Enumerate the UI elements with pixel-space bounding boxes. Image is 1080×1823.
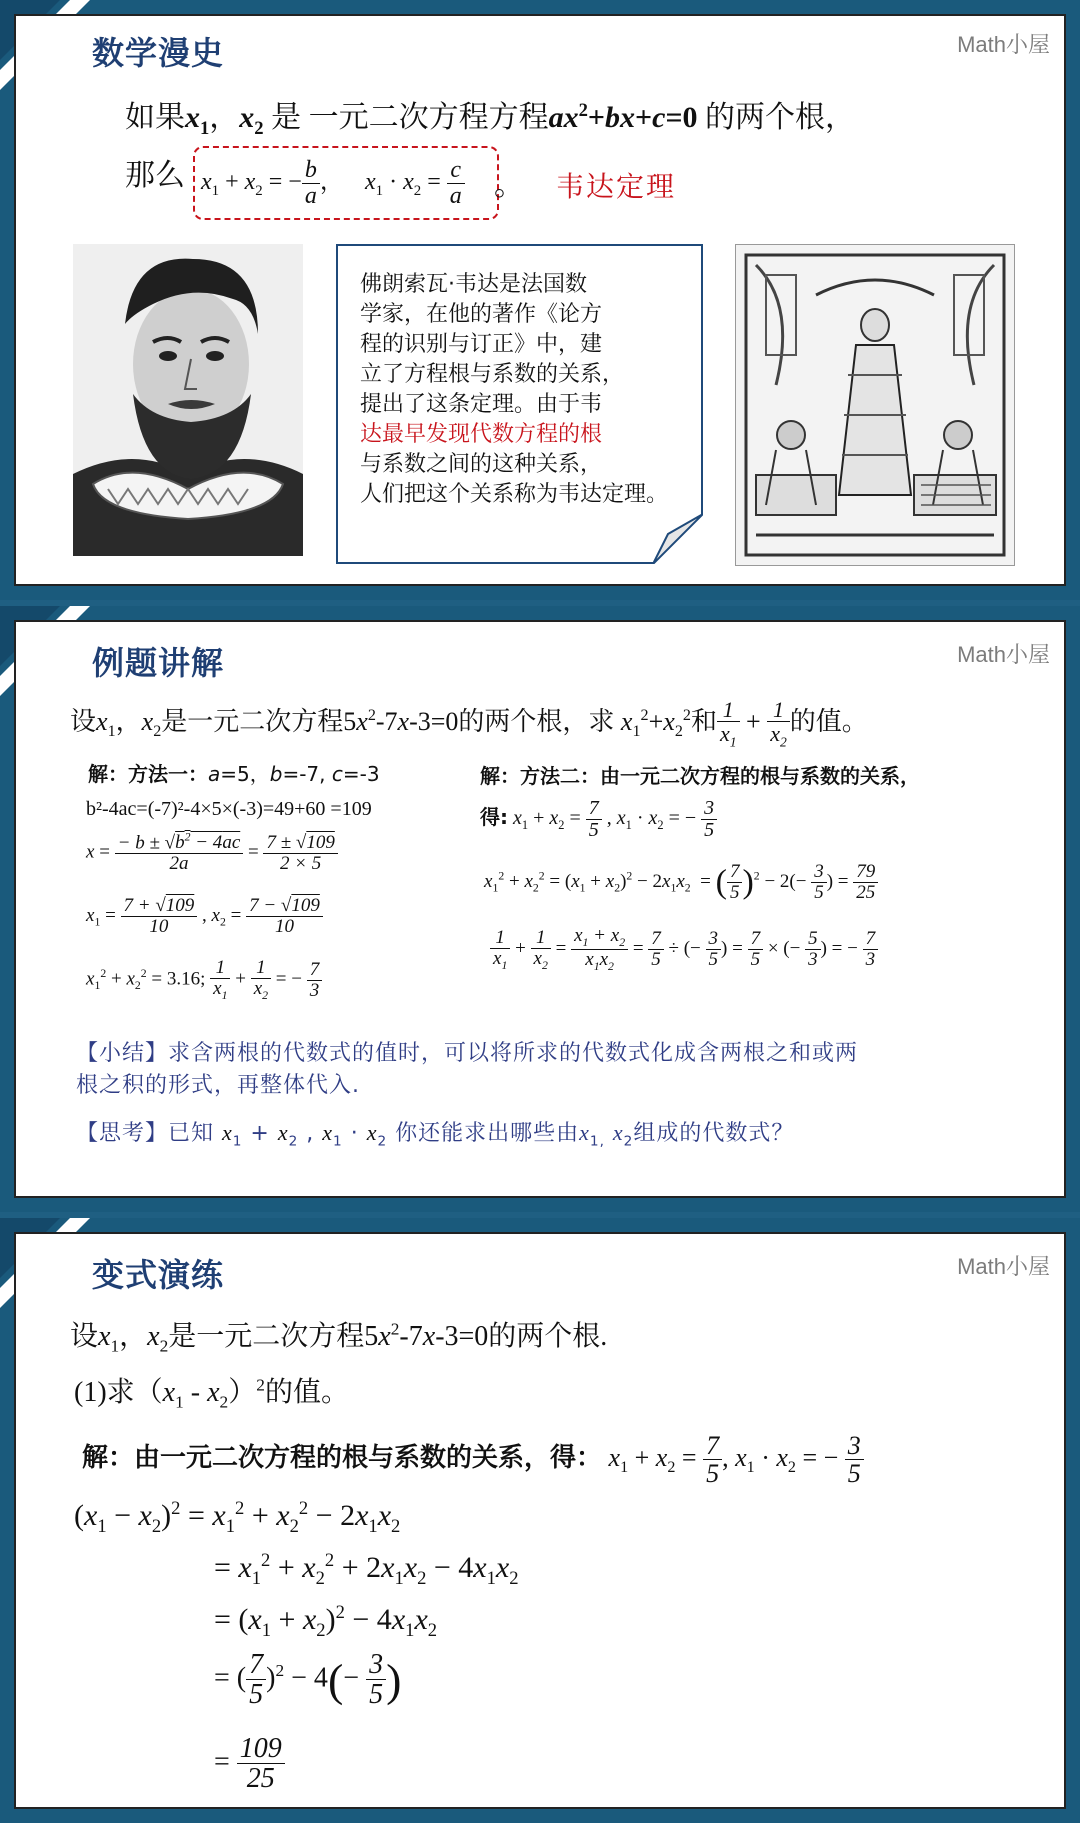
- bio-line: 佛朗索瓦·韦达是法国数: [360, 272, 587, 297]
- step-4: = ( $\frac{7}{5}$ )$^2$ − 4(− $\frac{3}{5}$ ): [214, 1649, 402, 1711]
- practice-question: (1)求$(x_1 - x_2)^2$的值。: [74, 1375, 349, 1412]
- bio-line: 程的识别与订正》中，建: [360, 332, 603, 357]
- think-prompt: 【思考】已知 $x_1 + x_2$ , $x_1 \cdot x_2$ 你还能求出哪些由$x_{1,}$ $x_2$组成的代数式？: [76, 1120, 795, 1150]
- method2-reciprocal-sum: $\frac{1}{x_1}$ + $\frac{1}{x_2}$ = $\frac{x_1 + x_2}{x_1x_2}$ = $\frac{7}{5}$ ÷ (− $\frac{3}{5}$ ) = $\frac{7}{5}$ × (− $\frac{5}{3}$ ) = − $\frac{7}{3}$: [490, 926, 878, 973]
- bio-line: 学家，在他的著作《论方: [360, 302, 603, 327]
- vieta-end: 。: [494, 169, 524, 202]
- method1-result: $x_1^2 + x_2^2 = 3.16$; $\frac{1}{x_1}$ + $\frac{1}{x_2}$ = − $\frac{7}{3}$: [86, 958, 322, 1002]
- practice-solution-intro: 解：由一元二次方程的根与系数的关系，得： $x_1 + x_2$ = $\frac{7}{5}$ , $x_1 \cdot x_2$ = − $\frac{3}{5}$: [82, 1432, 864, 1488]
- bio-card: [336, 244, 703, 564]
- method1-discriminant: b²-4ac=(-7)²-4×5×(-3)=49+60 =109: [86, 798, 372, 820]
- step-1: $(x_1 - x_2)^2 = x_1^2 + x_2^2 - 2x_1x_2$: [74, 1498, 401, 1537]
- arithmetica-woodcut: [735, 244, 1015, 566]
- slide-history: [0, 0, 1080, 600]
- solution-prefix: 解：由一元二次方程的根与系数的关系，得：: [82, 1442, 603, 1473]
- method2-title: 解：方法二：由一元二次方程的根与系数的关系，: [480, 764, 920, 788]
- summary-line-1: 【小结】求含两根的代数式的值时，可以将所求的代数式化成含两根之和或两: [76, 1041, 859, 1066]
- vieta-formula-box: [193, 146, 499, 220]
- vieta-portrait: [73, 244, 303, 556]
- method2-sum-of-squares: $x_1^2 + x_2^2 = (x_1 + x_2)^2 - 2x_1x_2$ = ( $\frac{7}{5}$ )$^2$ − 2(− $\frac{3}{5}$ ) = $\frac{79}{25}$: [484, 862, 878, 903]
- example-question: 设$x_1$，$x_2$是一元二次方程$5x^2-7x-3=0$的两个根，求 $x_1^2+x_2^2$和 $\frac{1}{x_1}$ + $\frac{1}{x_2}$ 的值。: [70, 697, 868, 750]
- method1-roots: $x_1$ = $\frac{7 + √109}{10}$ , $x_2$ = $\frac{7 - √109}{10}$: [86, 896, 323, 937]
- page-curl-decoration: [653, 514, 703, 564]
- section-heading: 例题讲解: [92, 645, 225, 681]
- vieta-statement: 如果$x_1$，$x_2$ 是 一元二次方程方程$ax^2+bx+c=0$ 的两个根，: [125, 100, 856, 139]
- bio-line: 立了方程根与系数的关系，: [360, 362, 625, 387]
- method1-title: 解：方法一：a=5，b=-7, c=-3: [88, 762, 380, 786]
- slide-practice: [0, 1218, 1080, 1823]
- bio-line: 提出了这条定理。由于韦: [360, 392, 603, 417]
- method2-vieta: 得: $x_1 + x_2$ = $\frac{7}{5}$ , $x_1 \cdot x_2$ = − $\frac{3}{5}$: [480, 798, 717, 841]
- bio-line: 与系数之间的这种关系，: [360, 452, 603, 477]
- formula-sum: $x_1 + x_2$ = − $\frac{b}{a}$ ，: [201, 157, 344, 210]
- formula-product: $x_1 \cdot x_2$ = $\frac{c}{a}$: [365, 158, 465, 209]
- bio-line: 达最早发现代数方程的根: [360, 422, 603, 447]
- brand-watermark: Math小屋: [957, 1254, 1050, 1279]
- section-heading: 变式演练: [92, 1257, 225, 1293]
- summary-line-2: 根之积的形式，再整体代入.: [76, 1073, 360, 1098]
- step-5: = $\frac{109}{25}$: [214, 1734, 285, 1794]
- method1-quadratic-formula: x = $\frac{- b \pm √b^2 - 4ac}{2a}$ = $\frac{7 \pm √109}{2 \times 5}$: [86, 832, 338, 874]
- bio-line: 人们把这个关系称为韦达定理。: [360, 482, 669, 507]
- section-heading: 数学漫史: [92, 35, 225, 71]
- slide-example: [0, 606, 1080, 1212]
- step-2: = $x_1^2 + x_2^2 + 2x_1x_2 - 4x_1x_2$: [214, 1550, 519, 1589]
- step-3: = $(x_1 + x_2)^2 - 4x_1x_2$: [214, 1602, 438, 1641]
- practice-premise: 设$x_1$，$x_2$是一元二次方程$5x^2-7x-3=0$的两个根.: [70, 1319, 608, 1356]
- theorem-label: 韦达定理: [556, 170, 677, 203]
- brand-watermark: Math小屋: [957, 642, 1050, 667]
- vieta-then: 那么: [125, 159, 185, 192]
- brand-watermark: Math小屋: [957, 32, 1050, 57]
